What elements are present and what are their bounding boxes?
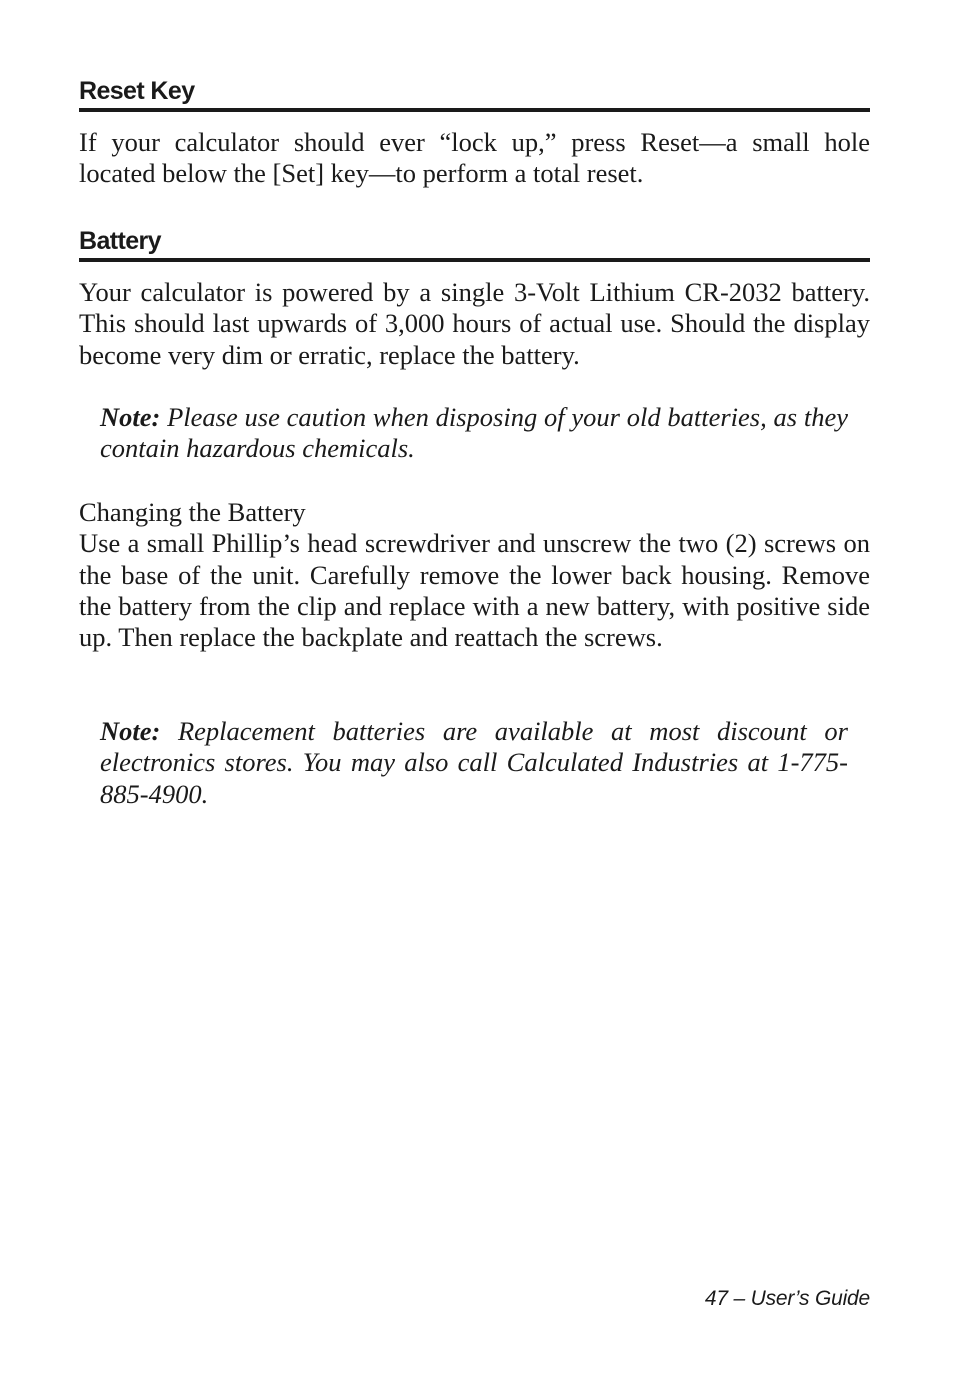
page-footer: 47 – User’s Guide [704,1287,870,1310]
replacement-note-text: Replacement batteries are available at most discount or electronics stores. You may also call Calculated Industries at 1-775-885-4900. [100,716,848,809]
changing-battery-block [79,497,870,653]
changing-battery-paragraph: Use a small Phillip’s head screwdriver and unscrew the two (2) screws on the base of the unit. Carefully remove the lower back housing. Remove the battery from the clip and replace with a new battery, with positive side up. Then replace the backplate and reattach the screws. [79,528,870,653]
replacement-note-label: Note: [100,716,161,746]
disposal-note-label: Note: [100,402,161,432]
battery-heading: Battery [79,226,870,262]
reset-key-heading: Reset Key [79,76,870,112]
disposal-note [79,402,870,465]
battery-paragraph: Your calculator is powered by a single 3-Volt Lithium CR-2032 battery. This should last upwards of 3,000 hours of actual use. Should the display become very dim or erratic, replace the battery. [79,277,870,370]
replacement-note [79,716,870,810]
changing-battery-title: Changing the Battery [79,497,306,527]
reset-key-paragraph: If your calculator should ever “lock up,” press Reset—a small hole located below the [Set] key—to perform a total reset. [79,127,870,189]
disposal-note-text: Please use caution when disposing of your old batteries, as they contain hazardous chemicals. [100,402,848,464]
